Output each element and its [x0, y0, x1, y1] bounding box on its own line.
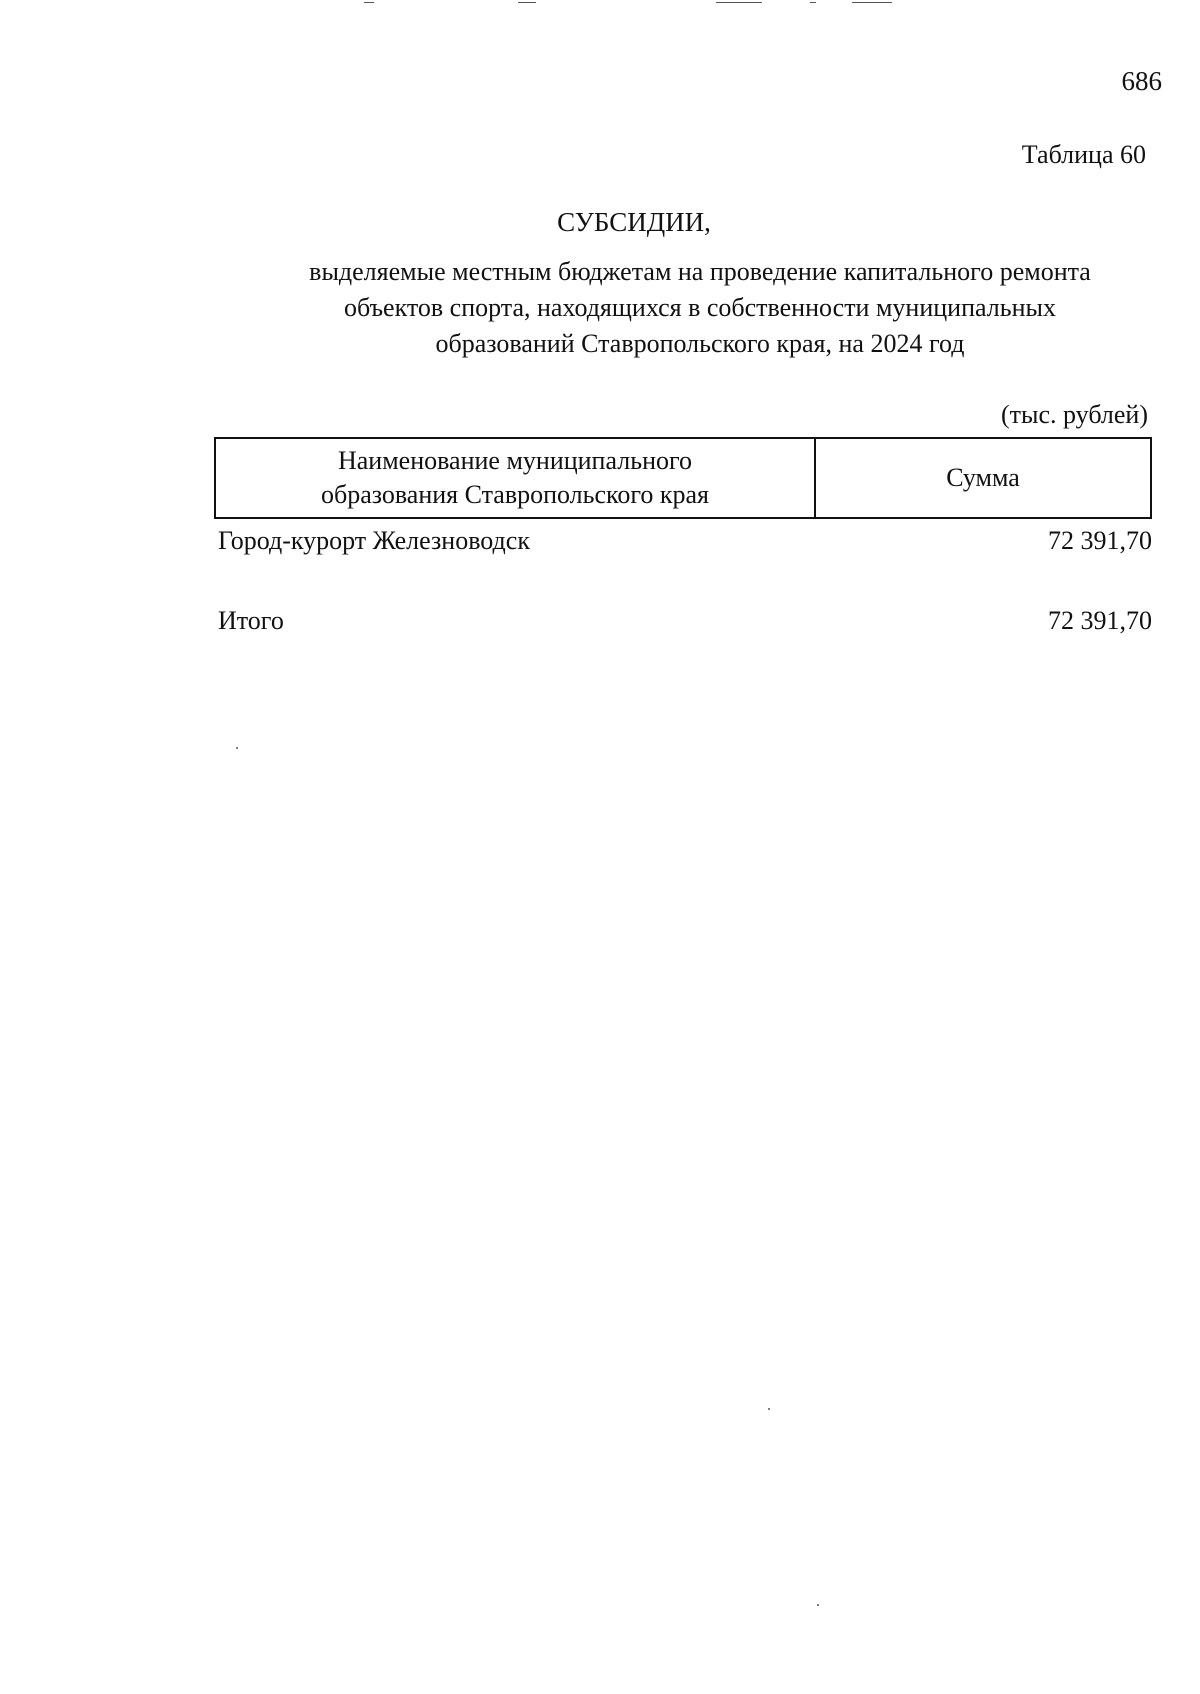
scan-artifact — [852, 2, 892, 3]
table-row — [218, 526, 1152, 556]
scan-artifact — [716, 2, 762, 3]
total-sum: 72 391,70 — [1048, 606, 1152, 635]
scan-speck — [817, 1604, 819, 1606]
scan-artifact — [518, 2, 536, 3]
row-sum: 72 391,70 — [1048, 526, 1152, 555]
scan-artifact — [364, 2, 374, 3]
column-header-name-line: образования Ставропольского края — [320, 480, 710, 509]
scan-speck — [768, 1408, 770, 1410]
scan-artifact — [810, 2, 816, 3]
subtitle-line: объектов спорта, находящихся в собственности муниципальных — [344, 293, 1056, 322]
column-header-name-line: Наименование муниципального — [337, 446, 693, 475]
total-row — [218, 606, 1152, 636]
document-subtitle — [200, 254, 1200, 362]
total-label: Итого — [218, 606, 284, 635]
table-header — [214, 437, 1152, 519]
unit-label: (тыс. рублей) — [1000, 400, 1148, 429]
subtitle-line: выделяемые местным бюджетам на проведение капитального ремонта — [309, 257, 1091, 286]
subtitle-line: образований Ставропольского края, на 2024 год — [435, 329, 965, 358]
page-number: 686 — [1121, 66, 1162, 96]
document-title: СУБСИДИИ, — [557, 207, 711, 237]
column-header-sum: Сумма — [946, 463, 1020, 492]
column-header-name — [216, 439, 816, 517]
row-name: Город-курорт Железноводск — [218, 526, 530, 555]
table-label: Таблица 60 — [1021, 140, 1146, 169]
scan-speck — [236, 747, 238, 749]
